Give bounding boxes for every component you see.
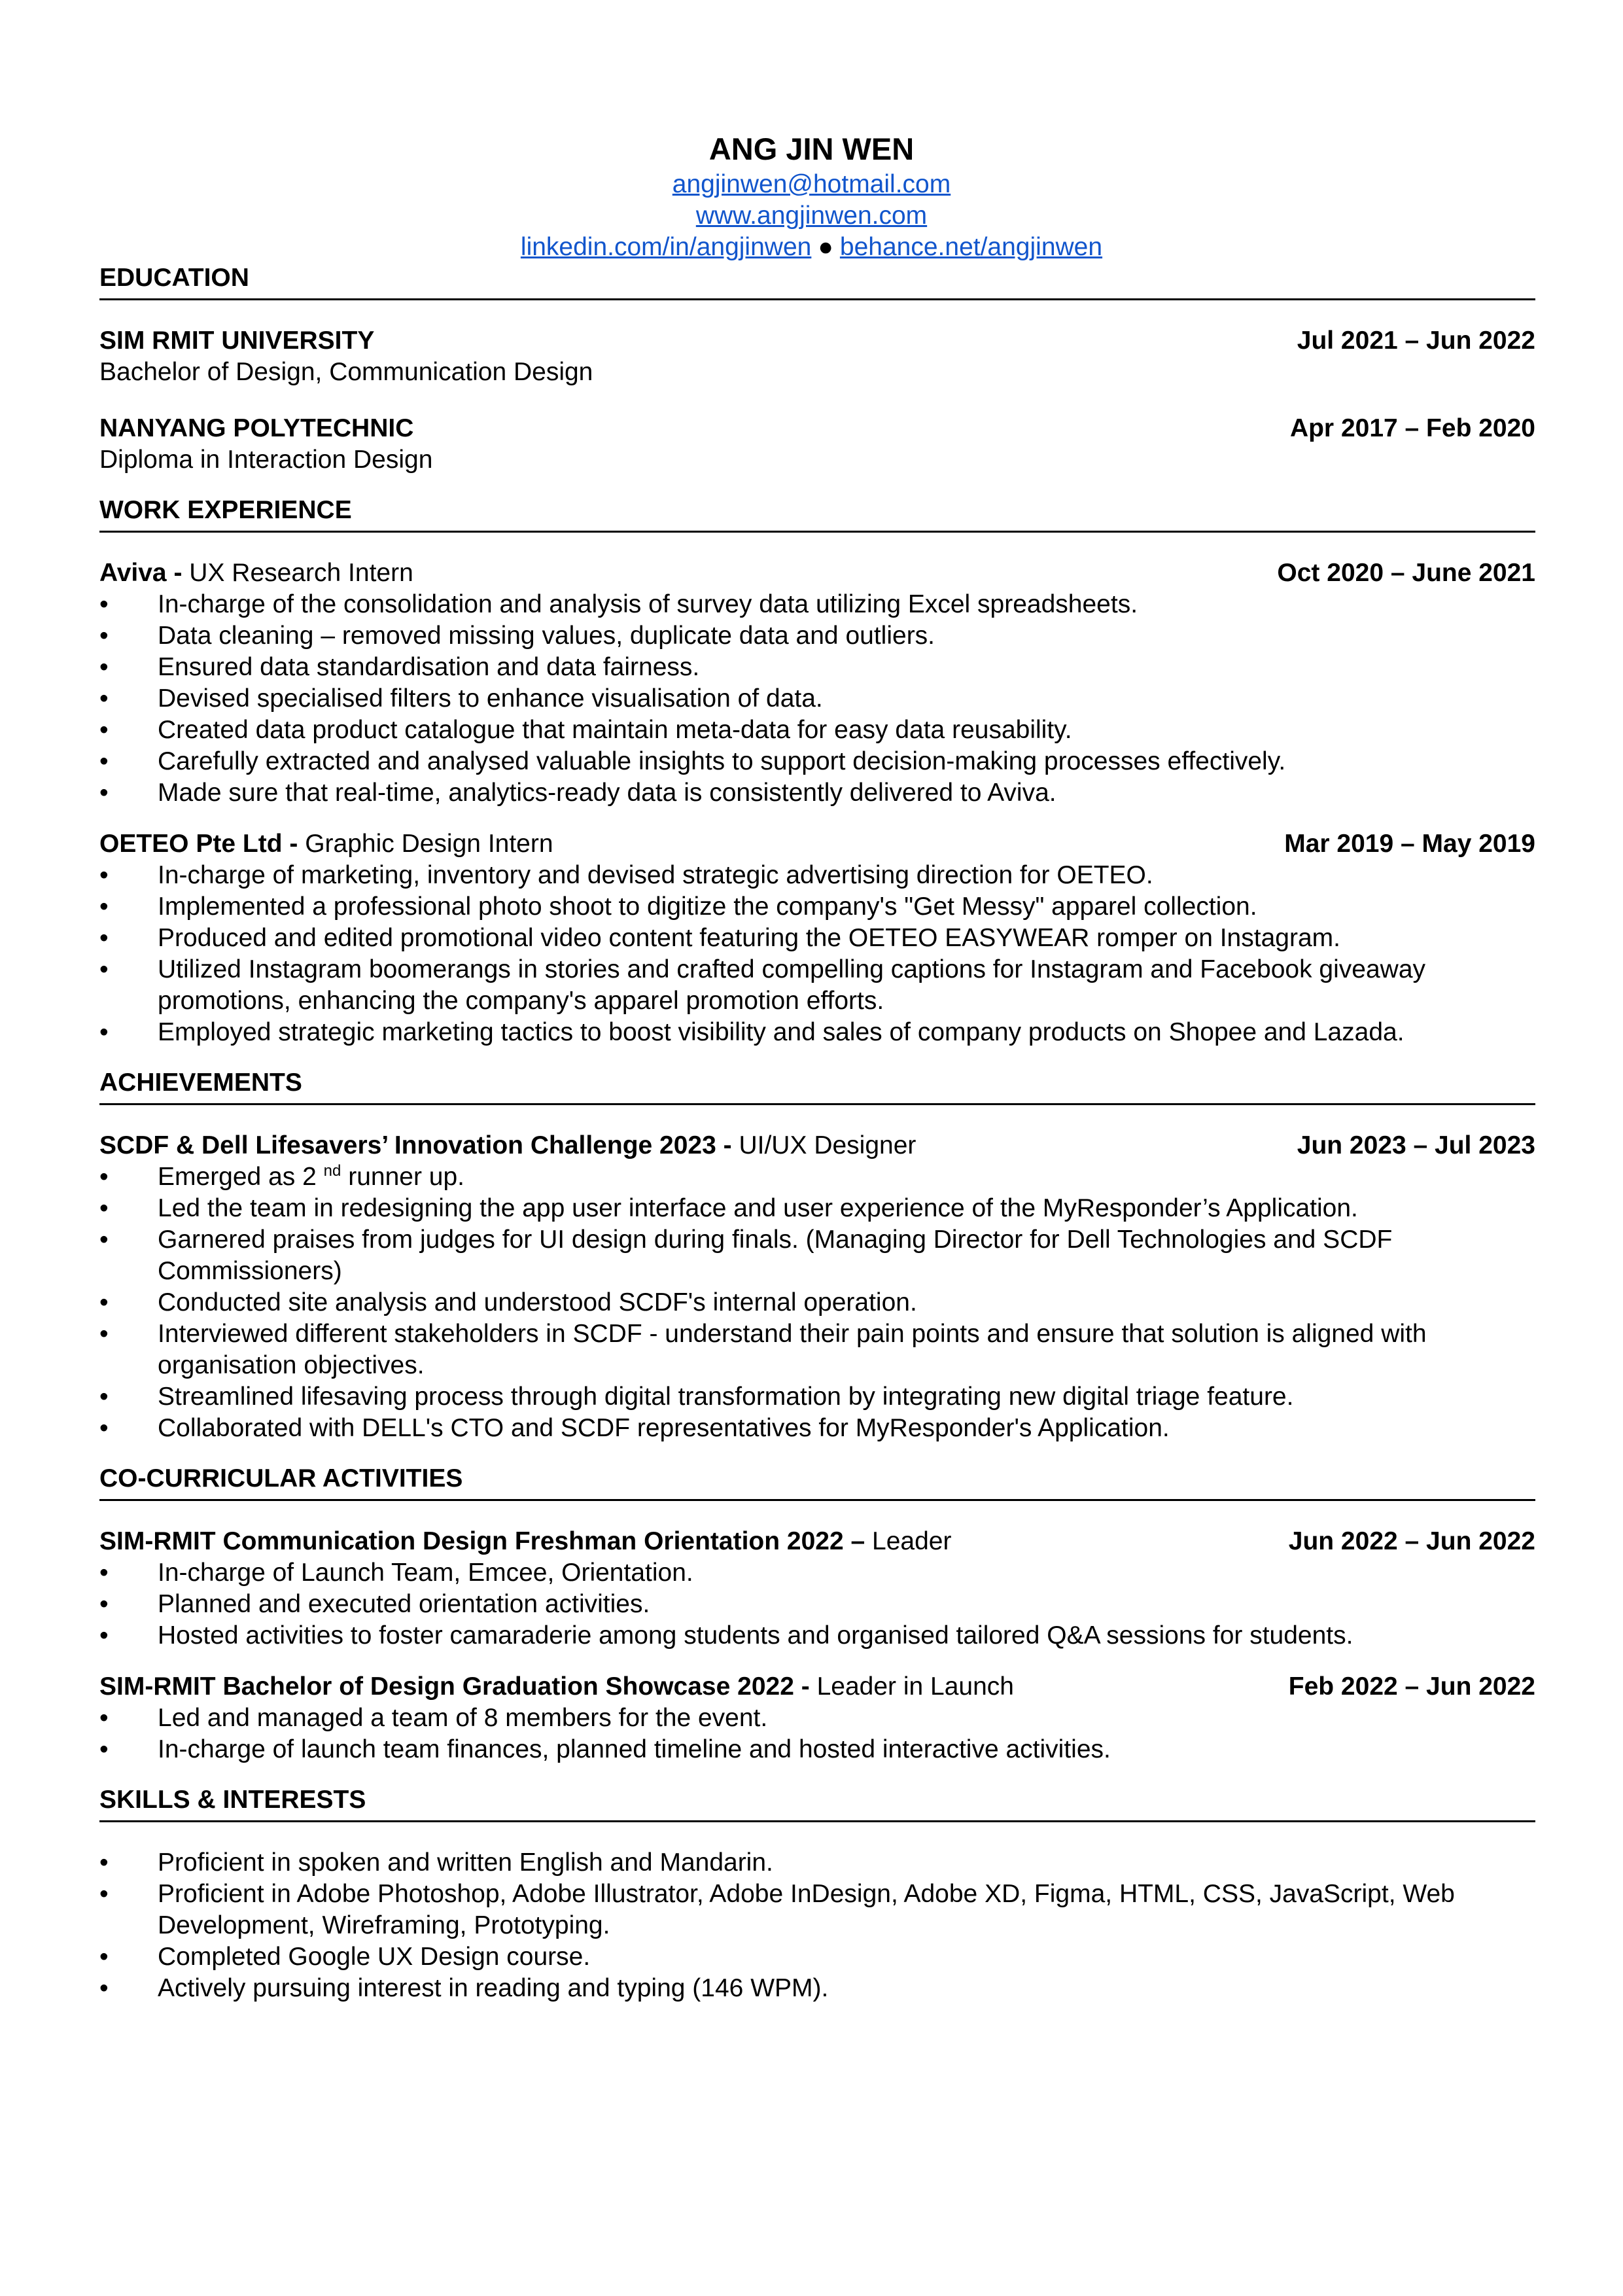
education-institution: NANYANG POLYTECHNIC	[99, 414, 414, 442]
list-item: • Interviewed different stakeholders in SCDF - understand their pain points and ensure that solution is aligned with organisation objectives.	[99, 1320, 1427, 1379]
activity-role: Leader	[872, 1527, 952, 1555]
list-item: • Completed Google UX Design course.	[99, 1943, 591, 1971]
list-item: • Actively pursuing interest in reading and typing (146 WPM).	[99, 1974, 829, 2002]
list-item: • Hosted activities to foster camaraderie among students and organised tailored Q&A sessions for students.	[99, 1621, 1353, 1650]
work-experience-heading: WORK EXPERIENCE	[99, 494, 1535, 533]
list-item: • Carefully extracted and analysed valuable insights to support decision-making processes effectively.	[99, 747, 1286, 775]
activity-role: Leader in Launch	[816, 1672, 1014, 1701]
work-dates: Mar 2019 – May 2019	[1284, 830, 1535, 858]
education-dates: Jul 2021 – Jun 2022	[1297, 327, 1535, 355]
list-item: • Proficient in Adobe Photoshop, Adobe Illustrator, Adobe InDesign, Adobe XD, Figma, HTML, CSS, JavaScript, Web Development, Wireframing, Prototyping.	[99, 1880, 1455, 1939]
website-line	[0, 200, 1623, 232]
list-item: • Garnered praises from judges for UI design during finals. (Managing Director for Dell Technologies and SCDF Commissioners)	[99, 1226, 1393, 1285]
education-entry	[99, 413, 1535, 476]
separator-dot: ●	[818, 233, 833, 261]
education-detail: Diploma in Interaction Design	[99, 446, 433, 474]
work-entry	[99, 828, 1535, 1048]
website-link[interactable]: www.angjinwen.com	[695, 202, 928, 230]
linkedin-link[interactable]: linkedin.com/in/angjinwen	[520, 233, 812, 261]
education-detail: Bachelor of Design, Communication Design	[99, 358, 593, 386]
education-entry	[99, 325, 1535, 388]
education-heading: EDUCATION	[99, 262, 1535, 300]
list-item: • Employed strategic marketing tactics to boost visibility and sales of company products on Shopee and Lazada.	[99, 1018, 1405, 1046]
resume-content	[99, 262, 1535, 2004]
cocurricular-entry	[99, 1671, 1535, 1765]
achievement-bullets	[99, 1161, 1535, 1444]
achievement-role: UI/UX Designer	[739, 1131, 916, 1159]
education-institution: SIM RMIT UNIVERSITY	[99, 327, 375, 355]
list-item: • In-charge of Launch Team, Emcee, Orientation.	[99, 1559, 693, 1587]
list-item: • Data cleaning – removed missing values, duplicate data and outliers.	[99, 622, 935, 650]
list-item: • In-charge of the consolidation and analysis of survey data utilizing Excel spreadsheets.	[99, 590, 1138, 618]
list-item: • Made sure that real-time, analytics-ready data is consistently delivered to Aviva.	[99, 779, 1056, 807]
education-dates: Apr 2017 – Feb 2020	[1289, 414, 1535, 442]
work-dates: Oct 2020 – June 2021	[1277, 559, 1535, 587]
social-line	[0, 232, 1623, 263]
list-item: • Devised specialised filters to enhance visualisation of data.	[99, 684, 823, 713]
behance-link[interactable]: behance.net/angjinwen	[839, 233, 1103, 261]
work-bullets	[99, 589, 1535, 809]
list-item: • Led and managed a team of 8 members for the event.	[99, 1704, 768, 1732]
list-item: • Planned and executed orientation activities.	[99, 1590, 650, 1618]
list-item: • Created data product catalogue that maintain meta-data for easy data reusability.	[99, 716, 1072, 744]
work-entry	[99, 557, 1535, 809]
list-item: • Collaborated with DELL's CTO and SCDF representatives for MyResponder's Application.	[99, 1414, 1170, 1442]
work-role: Graphic Design Intern	[305, 830, 553, 858]
work-org: Aviva -	[99, 559, 183, 587]
skills-heading: SKILLS & INTERESTS	[99, 1784, 1535, 1822]
list-item: • Emerged as 2 $^{nd}$ runner up.	[99, 1162, 464, 1191]
work-role: UX Research Intern	[189, 559, 413, 587]
list-item: • Conducted site analysis and understood SCDF's internal operation.	[99, 1288, 917, 1316]
cocurricular-entry	[99, 1526, 1535, 1651]
list-item: • Utilized Instagram boomerangs in stories and crafted compelling captions for Instagram and Facebook giveaway promotions, enhancing the company's apparel promotion efforts.	[99, 955, 1426, 1015]
list-item: • Led the team in redesigning the app user interface and user experience of the MyResponder’s Application.	[99, 1194, 1358, 1222]
list-item: • In-charge of marketing, inventory and devised strategic advertising direction for OETEO.	[99, 861, 1153, 889]
activity-title: SIM-RMIT Communication Design Freshman Orientation 2022 –	[99, 1527, 865, 1555]
cocurricular-heading: CO-CURRICULAR ACTIVITIES	[99, 1462, 1535, 1501]
achievements-heading: ACHIEVEMENTS	[99, 1067, 1535, 1105]
list-item: • In-charge of launch team finances, planned timeline and hosted interactive activities.	[99, 1735, 1111, 1763]
resume-header	[0, 130, 1623, 263]
list-item: • Proficient in spoken and written English and Mandarin.	[99, 1848, 773, 1877]
list-item: • Implemented a professional photo shoot to digitize the company's "Get Messy" apparel collection.	[99, 892, 1257, 921]
work-org: OETEO Pte Ltd -	[99, 830, 298, 858]
activity-dates: Feb 2022 – Jun 2022	[1288, 1672, 1535, 1701]
activity-dates: Jun 2022 – Jun 2022	[1288, 1527, 1535, 1555]
activity-title: SIM-RMIT Bachelor of Design Graduation Showcase 2022 -	[99, 1672, 810, 1701]
work-bullets	[99, 860, 1535, 1048]
list-item: • Ensured data standardisation and data fairness.	[99, 653, 700, 681]
skills-bullets	[99, 1847, 1535, 2004]
email-line	[0, 169, 1623, 200]
achievement-title: SCDF & Dell Lifesavers’ Innovation Challenge 2023 -	[99, 1131, 732, 1159]
list-item: • Produced and edited promotional video content featuring the OETEO EASYWEAR romper on Instagram.	[99, 924, 1340, 952]
list-item: • Streamlined lifesaving process through digital transformation by integrating new digital triage feature.	[99, 1383, 1294, 1411]
activity-bullets	[99, 1557, 1535, 1651]
achievement-entry	[99, 1130, 1535, 1444]
email-link[interactable]: angjinwen@hotmail.com	[672, 170, 951, 198]
activity-bullets	[99, 1703, 1535, 1765]
achievement-dates: Jun 2023 – Jul 2023	[1297, 1131, 1535, 1159]
skills-entry	[99, 1847, 1535, 2004]
candidate-name: ANG JIN WEN	[708, 132, 915, 166]
